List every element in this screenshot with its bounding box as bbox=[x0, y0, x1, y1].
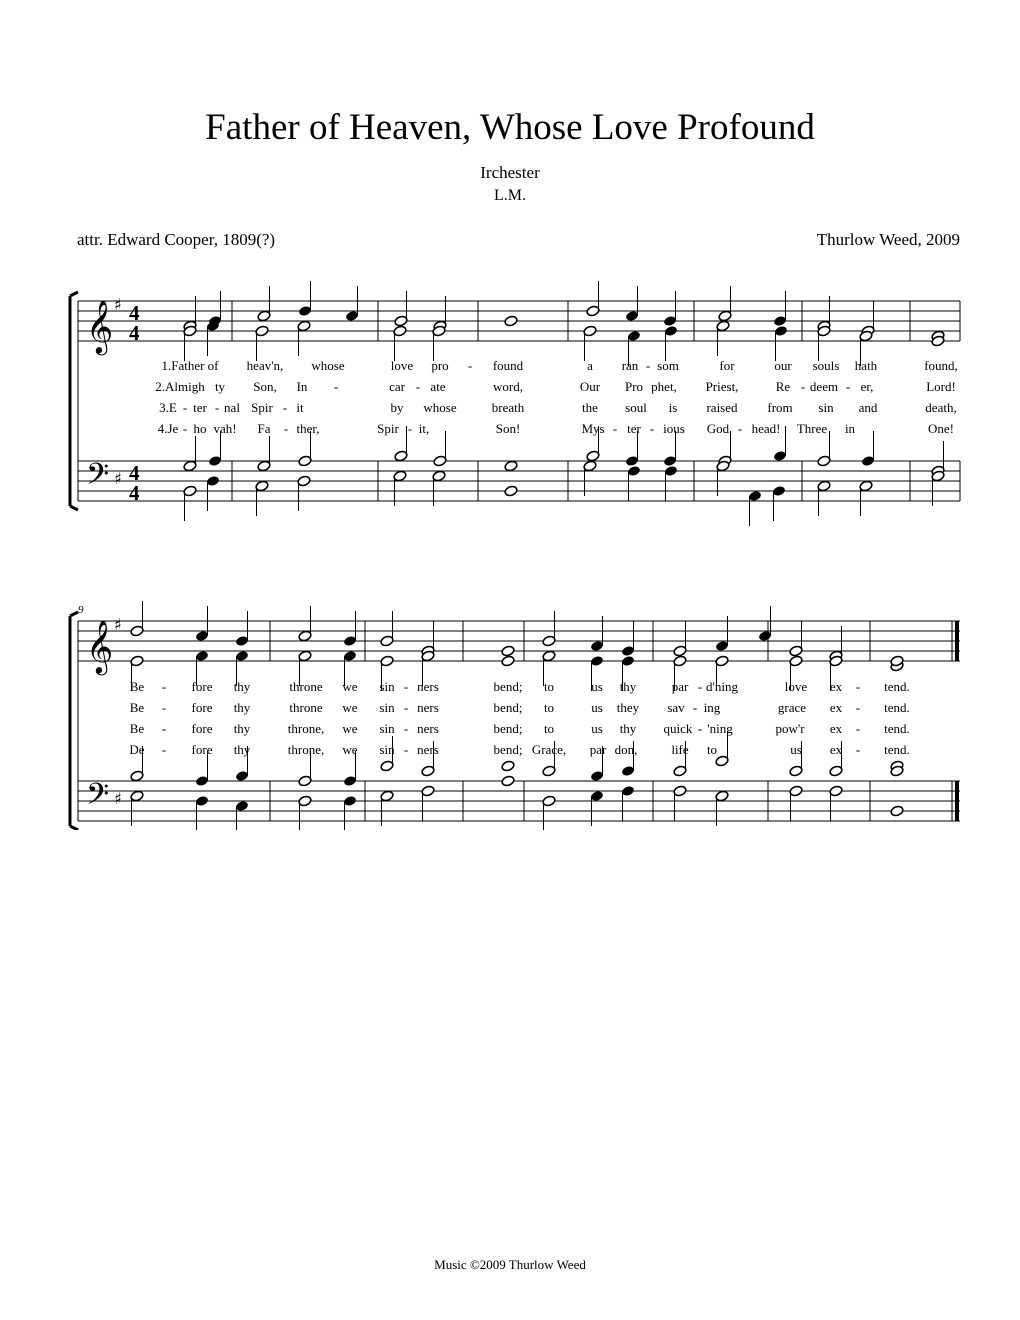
lyric-syllable: ners bbox=[417, 700, 439, 715]
lyric-syllable: a bbox=[587, 358, 593, 373]
lyric-syllable: death, bbox=[925, 400, 957, 415]
notehead bbox=[715, 640, 729, 652]
lyric-syllable: ners bbox=[417, 742, 439, 757]
lyric-syllable: thy bbox=[233, 679, 251, 694]
notehead bbox=[380, 655, 394, 667]
lyric-syllable: quick bbox=[663, 721, 693, 736]
lyric-syllable: nal bbox=[224, 400, 240, 415]
lyric-syllable: ther, bbox=[296, 421, 320, 436]
lyric-syllable: pro bbox=[431, 358, 449, 373]
lyric-syllable: found, bbox=[924, 358, 958, 373]
lyric-syllable: tend. bbox=[884, 742, 910, 757]
system-2-bracket bbox=[70, 612, 78, 830]
lyric-syllable: hath bbox=[854, 358, 878, 373]
notehead bbox=[758, 630, 772, 642]
music-credit: Thurlow Weed, 2009 bbox=[816, 230, 960, 249]
lyric-syllable: we bbox=[342, 721, 358, 736]
lyric-syllable: Priest, bbox=[705, 379, 739, 394]
lyric-syllable: Re bbox=[775, 379, 791, 394]
lyric-syllable: ex bbox=[829, 679, 843, 694]
notehead bbox=[590, 790, 604, 802]
notehead bbox=[130, 790, 144, 802]
lyric-syllable: - bbox=[403, 700, 409, 715]
meter: L.M. bbox=[494, 187, 526, 204]
lyric-syllable: thy bbox=[233, 721, 251, 736]
notehead bbox=[298, 630, 312, 642]
notehead bbox=[621, 645, 635, 657]
lyric-syllable: - bbox=[282, 400, 288, 415]
key-sharp-icon: ♯ bbox=[114, 615, 122, 634]
lyric-syllable: us bbox=[591, 679, 603, 694]
notehead bbox=[195, 630, 209, 642]
lyric-syllable: - bbox=[467, 358, 473, 373]
lyric-syllable: - bbox=[855, 700, 861, 715]
hymn-title: Father of Heaven, Whose Love Profound bbox=[205, 107, 815, 148]
lyric-syllable: thy bbox=[233, 742, 251, 757]
lyric-syllable: Fa bbox=[257, 421, 271, 436]
notehead bbox=[590, 770, 604, 782]
lyric-syllable: 2.Almigh bbox=[155, 379, 205, 394]
lyric-syllable: ious bbox=[663, 421, 685, 436]
lyric-syllable: throne, bbox=[287, 721, 325, 736]
lyric-syllable: d'ning bbox=[706, 679, 738, 694]
lyric-syllable: by bbox=[390, 400, 404, 415]
lyric-syllable: 4.Je bbox=[157, 421, 179, 436]
notehead bbox=[715, 655, 729, 667]
notehead bbox=[501, 655, 515, 667]
lyric-syllable: deem bbox=[809, 379, 839, 394]
lyric-syllable: word, bbox=[493, 379, 523, 394]
lyric-syllable: souls bbox=[812, 358, 840, 373]
key-sharp-icon: ♯ bbox=[114, 295, 122, 314]
lyric-syllable: ex bbox=[829, 721, 843, 736]
notehead bbox=[380, 790, 394, 802]
lyric-syllable: ex bbox=[829, 742, 843, 757]
lyric-syllable: God bbox=[706, 421, 730, 436]
lyric-syllable: throne bbox=[289, 700, 323, 715]
lyric-syllable: Son, bbox=[253, 379, 277, 394]
lyric-syllable: we bbox=[342, 679, 358, 694]
lyric-syllable: throne bbox=[289, 679, 323, 694]
lyric-syllable: - bbox=[697, 679, 703, 694]
svg-text:4: 4 bbox=[129, 461, 140, 485]
notehead bbox=[501, 645, 515, 657]
lyric-syllable: Three bbox=[796, 421, 828, 436]
lyric-syllable: for bbox=[719, 358, 735, 373]
lyric-syllable: - bbox=[283, 421, 289, 436]
lyric-syllable: - bbox=[403, 679, 409, 694]
lyric-syllable: head! bbox=[751, 421, 781, 436]
words-credit: attr. Edward Cooper, 1809(?) bbox=[77, 230, 276, 249]
notehead bbox=[829, 785, 843, 797]
lyric-syllable: us bbox=[591, 700, 603, 715]
notehead bbox=[542, 650, 556, 662]
notehead bbox=[590, 655, 604, 667]
notehead bbox=[298, 795, 312, 807]
lyric-syllable: One! bbox=[928, 421, 954, 436]
lyric-syllable: - bbox=[697, 721, 703, 736]
lyric-syllable: - bbox=[403, 742, 409, 757]
svg-text:4: 4 bbox=[129, 301, 140, 325]
lyric-syllable: throne, bbox=[287, 742, 325, 757]
lyric-syllable: it, bbox=[418, 421, 430, 436]
notehead bbox=[890, 805, 904, 817]
notehead bbox=[621, 655, 635, 667]
notehead bbox=[501, 775, 515, 787]
lyric-syllable: Grace, bbox=[531, 742, 567, 757]
lyric-syllable: to bbox=[543, 700, 555, 715]
lyric-syllable: - bbox=[855, 679, 861, 694]
notehead bbox=[235, 650, 249, 662]
notehead bbox=[235, 635, 249, 647]
lyric-syllable: - bbox=[333, 379, 339, 394]
lyric-syllable: 'ning bbox=[707, 721, 733, 736]
lyric-syllable: fore bbox=[191, 742, 213, 757]
key-sharp-icon: ♯ bbox=[114, 789, 122, 808]
lyric-syllable: som bbox=[657, 358, 679, 373]
notehead bbox=[789, 785, 803, 797]
lyric-syllable: ing bbox=[703, 700, 721, 715]
measure-number: 9 bbox=[78, 604, 84, 616]
lyric-syllable: ter bbox=[193, 400, 207, 415]
notehead bbox=[673, 785, 687, 797]
notehead bbox=[343, 795, 357, 807]
lyric-syllable: sav bbox=[667, 700, 685, 715]
lyric-syllable: - bbox=[407, 421, 413, 436]
notehead bbox=[130, 625, 144, 637]
lyric-syllable: ty bbox=[214, 379, 226, 394]
lyric-syllable: - bbox=[800, 379, 806, 394]
lyric-syllable: fore bbox=[191, 700, 213, 715]
notehead bbox=[343, 650, 357, 662]
svg-text:4: 4 bbox=[129, 481, 140, 505]
lyric-syllable: ex bbox=[829, 700, 843, 715]
lyric-syllable: ners bbox=[417, 721, 439, 736]
lyric-syllable: ter bbox=[627, 421, 641, 436]
notehead bbox=[590, 640, 604, 652]
lyric-syllable: - bbox=[855, 742, 861, 757]
lyric-syllable: - bbox=[612, 421, 618, 436]
lyric-syllable: from bbox=[767, 400, 793, 415]
lyric-syllable: and bbox=[858, 400, 878, 415]
bass-clef-icon: 𝄢 bbox=[86, 458, 110, 499]
notehead bbox=[298, 650, 312, 662]
notehead bbox=[380, 635, 394, 647]
lyric-syllable: us bbox=[591, 721, 603, 736]
lyric-syllable: - bbox=[161, 742, 167, 757]
lyric-syllable: er, bbox=[860, 379, 874, 394]
lyric-syllable: phet, bbox=[651, 379, 677, 394]
lyric-syllable: pow'r bbox=[775, 721, 805, 736]
lyric-syllable: it bbox=[296, 400, 304, 415]
lyric-syllable: thy bbox=[619, 679, 637, 694]
lyric-syllable: - bbox=[649, 421, 655, 436]
lyric-syllable: fore bbox=[191, 679, 213, 694]
lyric-syllable: 3.E bbox=[159, 400, 177, 415]
notehead bbox=[673, 655, 687, 667]
copyright-footer: Music ©2009 Thurlow Weed bbox=[434, 1257, 586, 1272]
lyric-syllable: - bbox=[845, 379, 851, 394]
lyric-syllable: the bbox=[582, 400, 598, 415]
lyric-syllable: sin bbox=[818, 400, 834, 415]
lyric-syllable: soul bbox=[625, 400, 647, 415]
lyric-syllable: bend; bbox=[493, 679, 523, 694]
notehead bbox=[673, 645, 687, 657]
lyric-syllable: ners bbox=[417, 679, 439, 694]
lyric-syllable: vah! bbox=[213, 421, 237, 436]
lyric-syllable: - bbox=[645, 358, 651, 373]
treble-clef-icon: 𝄞 bbox=[86, 619, 114, 673]
system-2-notes bbox=[130, 601, 904, 830]
lyric-syllable: is bbox=[668, 400, 678, 415]
notehead bbox=[621, 785, 635, 797]
notehead bbox=[542, 795, 556, 807]
lyric-syllable: In bbox=[296, 379, 308, 394]
lyric-syllable: love bbox=[784, 679, 808, 694]
lyric-syllable: don, bbox=[614, 742, 638, 757]
lyric-syllable: in bbox=[844, 421, 856, 436]
lyric-syllable: found bbox=[492, 358, 524, 373]
lyric-syllable: tend. bbox=[884, 679, 910, 694]
lyric-syllable: they bbox=[616, 700, 640, 715]
lyric-syllable: sin bbox=[379, 742, 395, 757]
lyric-syllable: Spir bbox=[251, 400, 273, 415]
notehead bbox=[130, 770, 144, 782]
lyric-syllable: sin bbox=[379, 700, 395, 715]
key-sharp-icon: ♯ bbox=[114, 469, 122, 488]
lyric-syllable: ran bbox=[621, 358, 639, 373]
lyric-syllable: Mys bbox=[581, 421, 605, 436]
lyric-syllable: Lord! bbox=[926, 379, 956, 394]
lyric-syllable: - bbox=[214, 400, 220, 415]
lyric-syllable: bend; bbox=[493, 700, 523, 715]
notehead bbox=[789, 645, 803, 657]
svg-text:4: 4 bbox=[129, 321, 140, 345]
lyric-syllable: - bbox=[161, 700, 167, 715]
lyric-syllable: to bbox=[706, 742, 718, 757]
notehead bbox=[195, 650, 209, 662]
notehead bbox=[715, 790, 729, 802]
lyric-syllable: we bbox=[342, 700, 358, 715]
notehead bbox=[542, 635, 556, 647]
notehead bbox=[673, 765, 687, 777]
lyric-syllable: tend. bbox=[884, 700, 910, 715]
notehead bbox=[829, 765, 843, 777]
lyric-syllable: whose bbox=[423, 400, 457, 415]
lyric-syllable: fore bbox=[191, 721, 213, 736]
lyric-syllable: De bbox=[129, 742, 145, 757]
lyric-syllable: Be bbox=[129, 679, 145, 694]
lyric-syllable: Be bbox=[129, 700, 145, 715]
notehead bbox=[195, 775, 209, 787]
lyric-syllable: car bbox=[389, 379, 405, 394]
lyric-syllable: sin bbox=[379, 721, 395, 736]
lyric-syllable: 1.Father of bbox=[161, 358, 219, 373]
tune-name: Irchester bbox=[480, 163, 540, 182]
lyric-syllable: - bbox=[161, 679, 167, 694]
notehead bbox=[501, 760, 515, 772]
lyric-syllable: Be bbox=[129, 721, 145, 736]
lyric-syllable: bend; bbox=[493, 742, 523, 757]
lyric-syllable: Son! bbox=[495, 421, 521, 436]
lyric-syllable: life bbox=[671, 742, 689, 757]
lyric-syllable: tend. bbox=[884, 721, 910, 736]
lyric-syllable: we bbox=[342, 742, 358, 757]
lyric-syllable: - bbox=[415, 379, 421, 394]
lyric-syllable: raised bbox=[706, 400, 738, 415]
lyric-syllable: - bbox=[182, 400, 188, 415]
lyric-syllable: ate bbox=[430, 379, 446, 394]
notehead bbox=[421, 765, 435, 777]
notehead bbox=[421, 785, 435, 797]
lyric-syllable: Pro bbox=[624, 379, 644, 394]
lyric-syllable: our bbox=[774, 358, 792, 373]
notehead bbox=[789, 655, 803, 667]
lyric-syllable: whose bbox=[311, 358, 345, 373]
lyric-syllable: - bbox=[161, 721, 167, 736]
lyric-syllable: - bbox=[737, 421, 743, 436]
notehead bbox=[235, 770, 249, 782]
lyric-syllable: grace bbox=[777, 700, 807, 715]
lyric-syllable: - bbox=[182, 421, 188, 436]
lyric-syllable: par bbox=[671, 679, 689, 694]
lyric-syllable: par bbox=[589, 742, 607, 757]
lyric-syllable: heav'n, bbox=[246, 358, 284, 373]
lyric-syllable: - bbox=[692, 700, 698, 715]
notehead bbox=[298, 775, 312, 787]
lyric-syllable: breath bbox=[491, 400, 525, 415]
notehead bbox=[195, 795, 209, 807]
lyric-syllable: Spir bbox=[377, 421, 399, 436]
notehead bbox=[621, 765, 635, 777]
lyric-syllable: Our bbox=[579, 379, 601, 394]
notehead bbox=[789, 765, 803, 777]
system-2-lyrics bbox=[129, 679, 909, 757]
notehead bbox=[343, 635, 357, 647]
notehead bbox=[235, 800, 249, 812]
notehead bbox=[130, 655, 144, 667]
lyric-syllable: sin bbox=[379, 679, 395, 694]
lyric-syllable: thy bbox=[619, 721, 637, 736]
lyric-syllable: us bbox=[790, 742, 802, 757]
treble-clef-icon: 𝄞 bbox=[86, 299, 114, 353]
notehead bbox=[380, 760, 394, 772]
notehead bbox=[542, 765, 556, 777]
bass-clef-icon: 𝄢 bbox=[86, 778, 110, 819]
lyric-syllable: love bbox=[390, 358, 414, 373]
lyric-syllable: ho bbox=[193, 421, 207, 436]
lyric-syllable: thy bbox=[233, 700, 251, 715]
lyric-syllable: to bbox=[543, 721, 555, 736]
lyric-syllable: - bbox=[855, 721, 861, 736]
notehead bbox=[343, 775, 357, 787]
lyric-syllable: to bbox=[543, 679, 555, 694]
lyric-syllable: bend; bbox=[493, 721, 523, 736]
lyric-syllable: - bbox=[403, 721, 409, 736]
